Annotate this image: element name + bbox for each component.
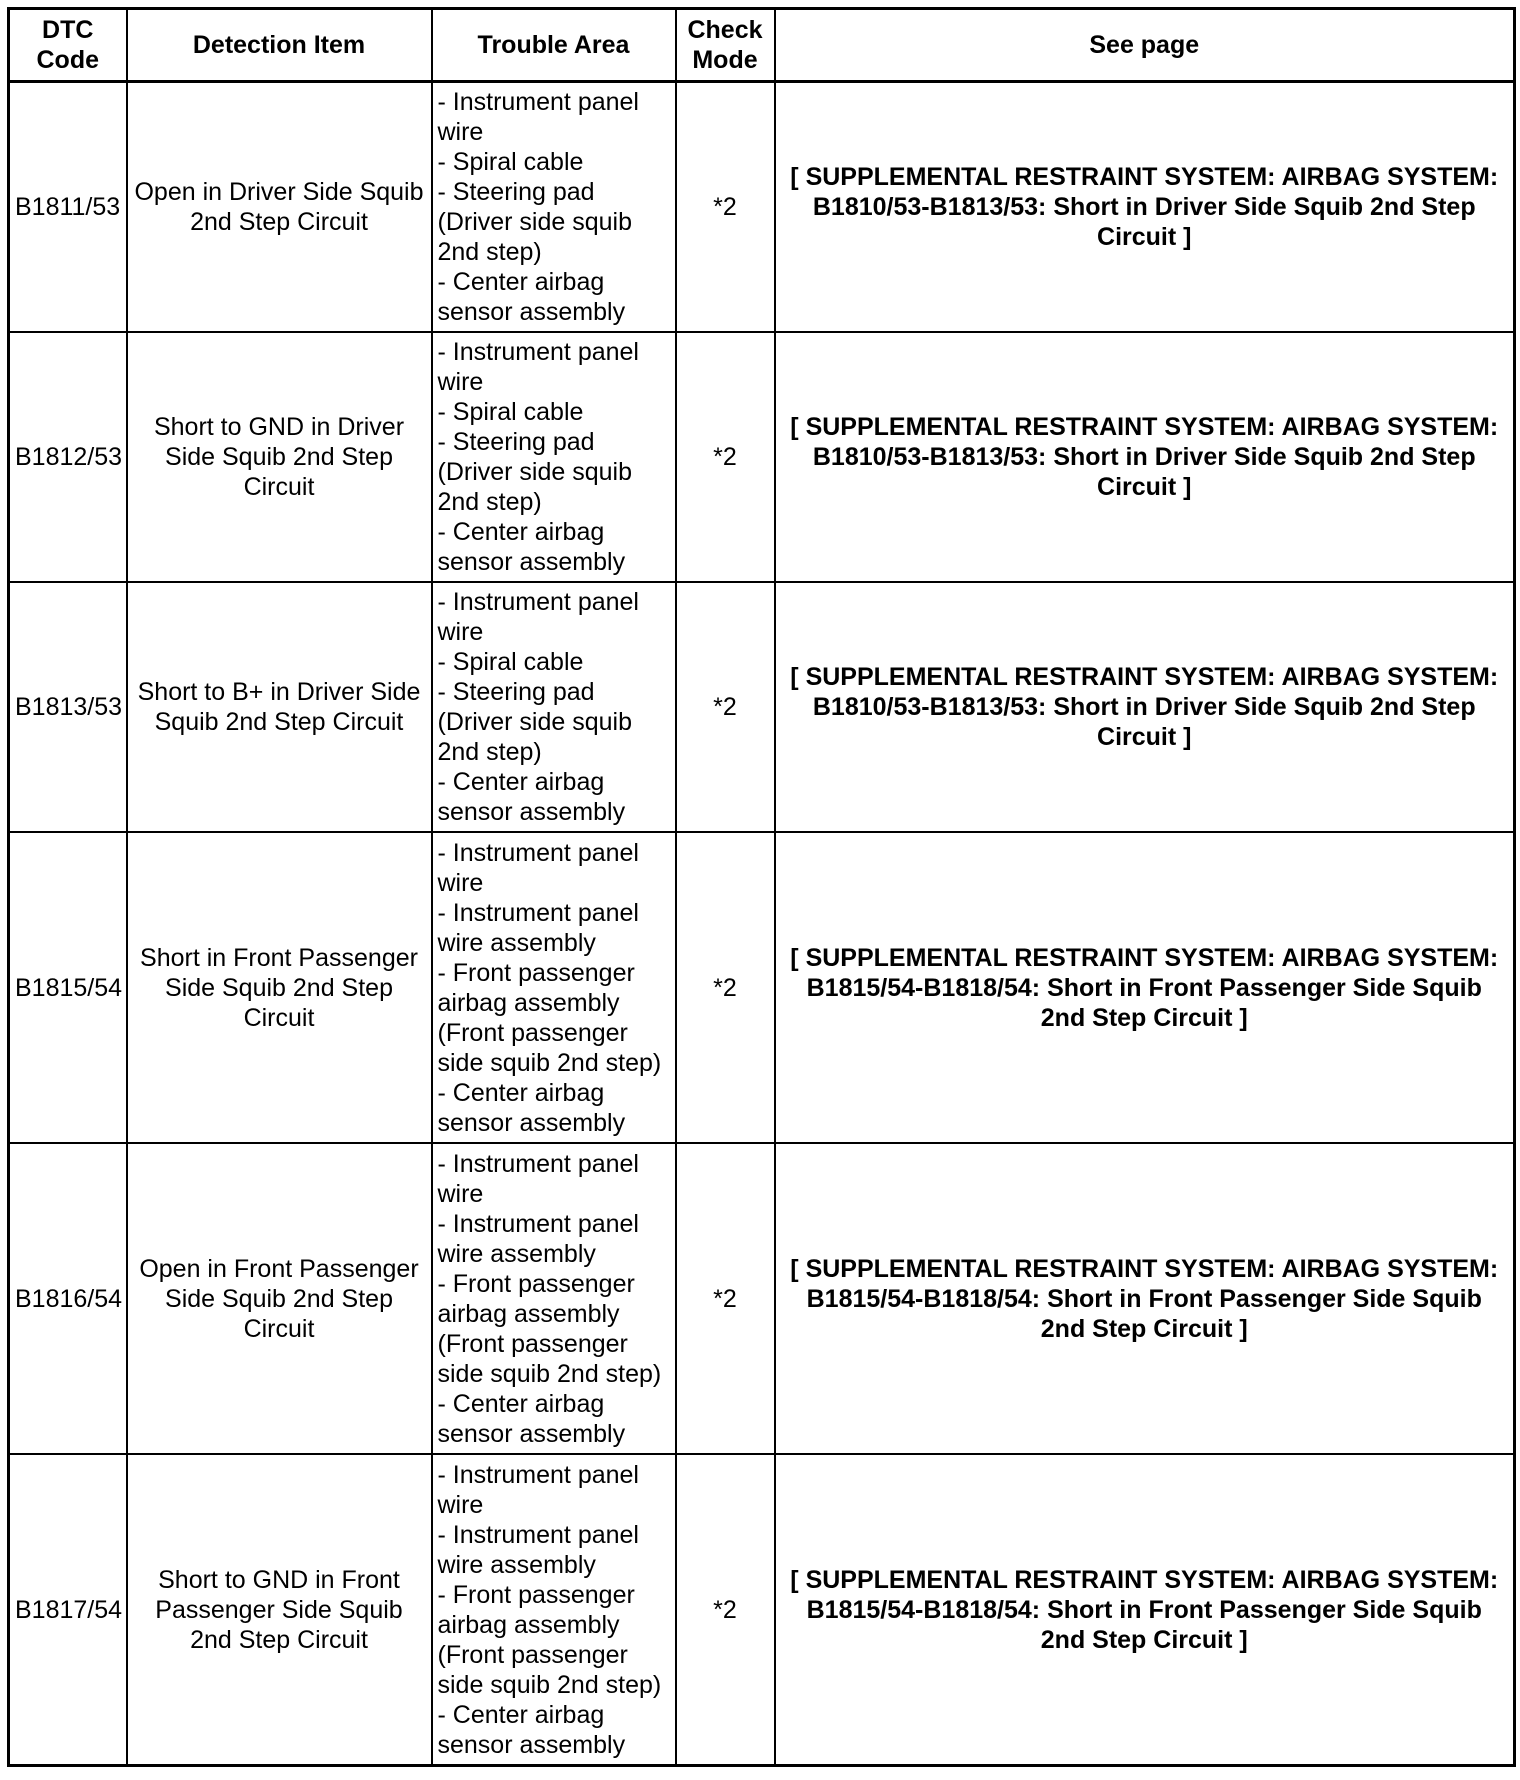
- trouble-area-cell-line: - Steering pad: [437, 678, 595, 706]
- table-row: [9, 582, 1515, 832]
- trouble-area-cell-line: - Center airbag: [437, 1700, 605, 1729]
- dtc-code-cell: B1817/54: [9, 1454, 127, 1766]
- trouble-area-cell-line: wire assembly: [437, 1239, 596, 1268]
- see-page-link[interactable]: [775, 332, 1515, 582]
- table-header-row: [9, 9, 1515, 82]
- detection-item-cell-line: 2nd Step Circuit: [190, 208, 368, 236]
- trouble-area-cell-line: wire: [437, 1490, 484, 1519]
- table-row: [9, 332, 1515, 582]
- dtc-table: [7, 7, 1516, 1767]
- dtc-code-cell: B1815/54: [9, 832, 127, 1143]
- see-page-link-line: B1815/54-B1818/54: Short in Front Passenger Side Squib: [806, 1595, 1482, 1624]
- dtc-code-cell: B1811/53: [9, 82, 127, 333]
- trouble-area-cell-line: wire: [437, 618, 484, 646]
- table-row: [9, 82, 1515, 333]
- detection-item-cell-line: Squib 2nd Step Circuit: [154, 708, 404, 736]
- see-page-link[interactable]: [775, 1454, 1515, 1766]
- dtc-document: [7, 7, 1513, 1767]
- see-page-link[interactable]: [775, 582, 1515, 832]
- see-page-link-line: B1810/53-B1813/53: Short in Driver Side Squib 2nd Step: [812, 193, 1476, 221]
- see-page-link[interactable]: [775, 82, 1515, 333]
- trouble-area-cell-line: airbag assembly: [437, 1299, 620, 1328]
- trouble-area-cell-line: wire: [437, 868, 484, 897]
- trouble-area-cell-line: - Front passenger: [437, 1580, 635, 1609]
- trouble-area-cell-line: sensor assembly: [437, 1730, 626, 1759]
- detection-item-cell-line: Open in Driver Side Squib: [134, 178, 424, 206]
- trouble-area-cell-line: sensor assembly: [437, 298, 626, 326]
- trouble-area-cell-line: side squib 2nd step): [437, 1048, 662, 1077]
- trouble-area-cell-line: side squib 2nd step): [437, 1359, 662, 1388]
- see-page-link-line: Circuit ]: [1097, 473, 1192, 501]
- detection-item-cell: [127, 332, 432, 582]
- detection-item-cell-line: Short to GND in Driver: [153, 413, 405, 441]
- trouble-area-cell: [432, 832, 676, 1143]
- see-page-link-line: 2nd Step Circuit ]: [1040, 1003, 1248, 1032]
- detection-item-cell: [127, 832, 432, 1143]
- header-check-mode: Check Mode: [676, 9, 775, 82]
- check-mode-cell: *2: [676, 82, 775, 333]
- header-dtc-code: DTC Code: [9, 9, 127, 82]
- trouble-area-cell-line: side squib 2nd step): [437, 1670, 662, 1699]
- trouble-area-cell-line: (Driver side squib: [437, 208, 633, 236]
- see-page-link[interactable]: [775, 1143, 1515, 1454]
- check-mode-cell: *2: [676, 582, 775, 832]
- detection-item-cell-line: Short to B+ in Driver Side: [137, 678, 421, 706]
- see-page-link-line: [ SUPPLEMENTAL RESTRAINT SYSTEM: AIRBAG SYSTEM:: [790, 1565, 1499, 1594]
- check-mode-cell: *2: [676, 832, 775, 1143]
- header-detection-item: Detection Item: [127, 9, 432, 82]
- detection-item-cell-line: Circuit: [243, 473, 315, 501]
- table-row: [9, 1454, 1515, 1766]
- check-mode-cell: *2: [676, 1143, 775, 1454]
- trouble-area-cell-line: - Spiral cable: [437, 148, 584, 176]
- detection-item-cell-line: Open in Front Passenger: [139, 1254, 419, 1283]
- trouble-area-cell-line: (Front passenger: [437, 1640, 628, 1669]
- header-trouble-area: Trouble Area: [432, 9, 676, 82]
- table-body: [9, 82, 1515, 1766]
- trouble-area-cell-line: sensor assembly: [437, 1108, 626, 1137]
- trouble-area-cell: [432, 82, 676, 333]
- trouble-area-cell: [432, 582, 676, 832]
- trouble-area-cell-line: - Spiral cable: [437, 398, 584, 426]
- trouble-area-cell-line: sensor assembly: [437, 1419, 626, 1448]
- trouble-area-cell-line: - Center airbag: [437, 518, 605, 546]
- trouble-area-cell-line: airbag assembly: [437, 1610, 620, 1639]
- detection-item-cell: [127, 1454, 432, 1766]
- trouble-area-cell-line: - Instrument panel: [437, 898, 639, 927]
- trouble-area-cell-line: - Steering pad: [437, 428, 595, 456]
- trouble-area-cell-line: (Front passenger: [437, 1018, 628, 1047]
- check-mode-cell: *2: [676, 332, 775, 582]
- trouble-area-cell-line: - Front passenger: [437, 1269, 635, 1298]
- detection-item-cell-line: Side Squib 2nd Step: [165, 973, 393, 1002]
- table-row: [9, 832, 1515, 1143]
- detection-item-cell-line: Circuit: [243, 1314, 315, 1343]
- detection-item-cell-line: 2nd Step Circuit: [190, 1625, 368, 1654]
- trouble-area-cell: [432, 1143, 676, 1454]
- trouble-area-cell-line: - Instrument panel: [437, 588, 639, 616]
- trouble-area-cell-line: (Driver side squib: [437, 708, 633, 736]
- detection-item-cell-line: Short to GND in Front: [158, 1565, 400, 1594]
- see-page-link-line: B1815/54-B1818/54: Short in Front Passenger Side Squib: [806, 973, 1482, 1002]
- trouble-area-cell-line: wire assembly: [437, 928, 596, 957]
- trouble-area-cell-line: airbag assembly: [437, 988, 620, 1017]
- trouble-area-cell-line: - Center airbag: [437, 268, 605, 296]
- trouble-area-cell-line: sensor assembly: [437, 798, 626, 826]
- trouble-area-cell-line: wire: [437, 1179, 484, 1208]
- see-page-link-line: [ SUPPLEMENTAL RESTRAINT SYSTEM: AIRBAG SYSTEM:: [790, 413, 1499, 441]
- trouble-area-cell-line: - Spiral cable: [437, 648, 584, 676]
- trouble-area-cell-line: (Front passenger: [437, 1329, 628, 1358]
- see-page-link-line: [ SUPPLEMENTAL RESTRAINT SYSTEM: AIRBAG SYSTEM:: [790, 663, 1499, 691]
- trouble-area-cell-line: - Instrument panel: [437, 338, 639, 366]
- trouble-area-cell-line: wire: [437, 118, 484, 146]
- trouble-area-cell-line: - Instrument panel: [437, 1149, 639, 1178]
- see-page-link-line: B1815/54-B1818/54: Short in Front Passenger Side Squib: [806, 1284, 1482, 1313]
- trouble-area-cell-line: - Front passenger: [437, 958, 635, 987]
- see-page-link-line: B1810/53-B1813/53: Short in Driver Side Squib 2nd Step: [812, 443, 1476, 471]
- trouble-area-cell-line: 2nd step): [437, 238, 542, 266]
- detection-item-cell-line: Short in Front Passenger: [140, 943, 418, 972]
- trouble-area-cell-line: 2nd step): [437, 488, 542, 516]
- see-page-link-line: Circuit ]: [1097, 223, 1192, 251]
- detection-item-cell-line: Side Squib 2nd Step: [165, 1284, 393, 1313]
- trouble-area-cell-line: - Instrument panel: [437, 1209, 639, 1238]
- trouble-area-cell-line: - Instrument panel: [437, 838, 639, 867]
- check-mode-cell: *2: [676, 1454, 775, 1766]
- see-page-link-line: [ SUPPLEMENTAL RESTRAINT SYSTEM: AIRBAG SYSTEM:: [790, 1254, 1499, 1283]
- trouble-area-cell: [432, 332, 676, 582]
- dtc-code-cell: B1812/53: [9, 332, 127, 582]
- trouble-area-cell-line: wire assembly: [437, 1550, 596, 1579]
- see-page-link-line: [ SUPPLEMENTAL RESTRAINT SYSTEM: AIRBAG SYSTEM:: [790, 943, 1499, 972]
- trouble-area-cell-line: wire: [437, 368, 484, 396]
- detection-item-cell-line: Circuit: [243, 1003, 315, 1032]
- trouble-area-cell-line: - Center airbag: [437, 1078, 605, 1107]
- detection-item-cell-line: Side Squib 2nd Step: [165, 443, 393, 471]
- trouble-area-cell-line: - Center airbag: [437, 1389, 605, 1418]
- dtc-code-cell: B1813/53: [9, 582, 127, 832]
- see-page-link-line: 2nd Step Circuit ]: [1040, 1314, 1248, 1343]
- detection-item-cell-line: Passenger Side Squib: [155, 1595, 403, 1624]
- detection-item-cell: [127, 1143, 432, 1454]
- detection-item-cell: [127, 82, 432, 333]
- dtc-code-cell: B1816/54: [9, 1143, 127, 1454]
- trouble-area-cell-line: - Instrument panel: [437, 1460, 639, 1489]
- header-see-page: See page: [775, 9, 1515, 82]
- trouble-area-cell: [432, 1454, 676, 1766]
- trouble-area-cell-line: - Instrument panel: [437, 1520, 639, 1549]
- trouble-area-cell-line: sensor assembly: [437, 548, 626, 576]
- detection-item-cell: [127, 582, 432, 832]
- see-page-link-line: [ SUPPLEMENTAL RESTRAINT SYSTEM: AIRBAG SYSTEM:: [790, 163, 1499, 191]
- see-page-link-line: 2nd Step Circuit ]: [1040, 1625, 1248, 1654]
- trouble-area-cell-line: - Center airbag: [437, 768, 605, 796]
- trouble-area-cell-line: - Instrument panel: [437, 88, 639, 116]
- table-row: [9, 1143, 1515, 1454]
- trouble-area-cell-line: - Steering pad: [437, 178, 595, 206]
- see-page-link-line: B1810/53-B1813/53: Short in Driver Side Squib 2nd Step: [812, 693, 1476, 721]
- trouble-area-cell-line: (Driver side squib: [437, 458, 633, 486]
- see-page-link-line: Circuit ]: [1097, 723, 1192, 751]
- trouble-area-cell-line: 2nd step): [437, 738, 542, 766]
- see-page-link[interactable]: [775, 832, 1515, 1143]
